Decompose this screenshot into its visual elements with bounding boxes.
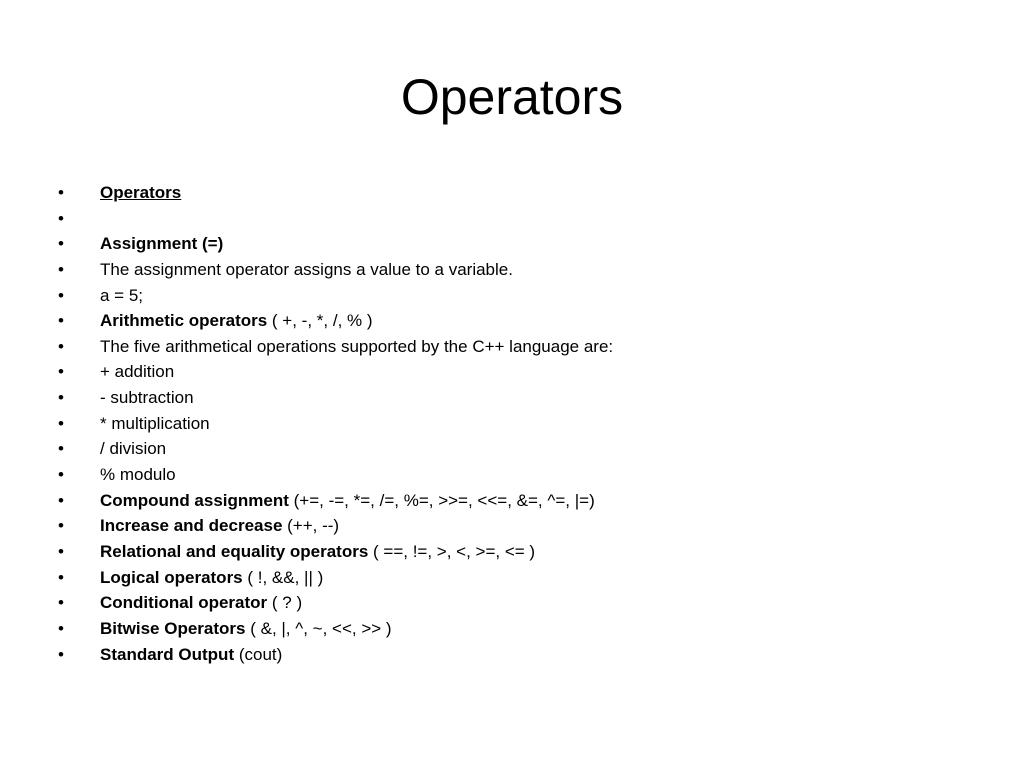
bullet-detail: The assignment operator assigns a value to a variable. <box>100 259 513 279</box>
bullet-dot-icon: • <box>58 285 64 305</box>
bullet-text <box>100 180 181 206</box>
bullet-text <box>100 590 302 616</box>
bullet-item <box>0 206 1024 232</box>
bullet-dot-icon: • <box>58 541 64 561</box>
bullet-heading: Arithmetic operators <box>100 311 268 331</box>
bullet-detail: ( ? ) <box>267 593 303 613</box>
bullet-text <box>100 513 339 539</box>
bullet-item <box>0 283 1024 309</box>
bullet-text <box>100 385 194 411</box>
bullet-text <box>100 565 323 591</box>
bullet-detail: ( &, |, ^, ~, <<, >> ) <box>245 618 392 638</box>
bullet-heading: Bitwise Operators <box>100 618 246 638</box>
bullet-text <box>100 231 223 257</box>
bullet-item <box>0 359 1024 385</box>
bullet-detail: a = 5; <box>100 285 144 305</box>
bullet-text <box>100 359 174 385</box>
bullet-dot-icon: • <box>58 618 64 638</box>
bullet-item <box>0 257 1024 283</box>
bullet-text <box>100 462 176 488</box>
bullet-detail: (cout) <box>234 644 283 664</box>
bullet-list <box>0 180 1024 667</box>
bullet-dot-icon: • <box>58 234 64 254</box>
bullet-dot-icon: • <box>58 413 64 433</box>
bullet-item <box>0 180 1024 206</box>
bullet-detail: % modulo <box>100 465 176 485</box>
bullet-dot-icon: • <box>58 465 64 485</box>
bullet-item <box>0 308 1024 334</box>
bullet-dot-icon: • <box>58 567 64 587</box>
bullet-dot-icon: • <box>58 593 64 613</box>
bullet-text <box>100 616 392 642</box>
bullet-item <box>0 616 1024 642</box>
bullet-detail: + addition <box>100 362 175 382</box>
bullet-dot-icon: • <box>58 388 64 408</box>
bullet-item <box>0 590 1024 616</box>
bullet-dot-icon: • <box>58 644 64 664</box>
bullet-detail: (+=, -=, *=, /=, %=, >>=, <<=, &=, ^=, |=) <box>288 490 595 510</box>
bullet-heading: Increase and decrease <box>100 516 283 536</box>
bullet-item <box>0 334 1024 360</box>
bullet-detail: ( !, &&, || ) <box>242 567 324 587</box>
bullet-dot-icon: • <box>58 336 64 356</box>
bullet-dot-icon: • <box>58 516 64 536</box>
bullet-detail: / division <box>100 439 167 459</box>
bullet-heading: Operators <box>100 183 182 202</box>
bullet-detail: The five arithmetical operations supported by the C++ language are: <box>100 336 614 356</box>
bullet-heading: Assignment (=) <box>100 234 224 254</box>
bullet-heading: Conditional operator <box>100 593 268 613</box>
bullet-item <box>0 539 1024 565</box>
bullet-item <box>0 513 1024 539</box>
bullet-dot-icon: • <box>58 439 64 459</box>
bullet-text <box>100 488 595 514</box>
bullet-dot-icon: • <box>58 208 64 228</box>
bullet-text <box>100 539 535 565</box>
bullet-detail: ( +, -, *, /, % ) <box>267 311 373 331</box>
bullet-dot-icon: • <box>58 490 64 510</box>
bullet-detail: - subtraction <box>100 388 194 408</box>
bullet-heading: Logical operators <box>100 567 243 587</box>
bullet-text <box>100 308 373 334</box>
bullet-text <box>100 436 166 462</box>
bullet-item <box>0 565 1024 591</box>
bullet-item <box>0 488 1024 514</box>
bullet-text <box>100 334 613 360</box>
bullet-text <box>100 411 210 437</box>
bullet-text <box>100 257 513 283</box>
bullet-heading: Compound assignment <box>100 490 289 510</box>
bullet-item <box>0 385 1024 411</box>
bullet-dot-icon: • <box>58 362 64 382</box>
bullet-item <box>0 436 1024 462</box>
bullet-item <box>0 462 1024 488</box>
slide-title: Operators <box>400 69 624 125</box>
bullet-text <box>100 642 282 668</box>
bullet-item <box>0 231 1024 257</box>
bullet-text <box>100 283 143 309</box>
bullet-detail: (++, --) <box>282 516 340 536</box>
bullet-heading: Relational and equality operators <box>100 541 369 561</box>
bullet-detail: * multiplication <box>100 413 210 433</box>
bullet-dot-icon: • <box>58 259 64 279</box>
bullet-item <box>0 411 1024 437</box>
bullet-detail: ( ==, !=, >, <, >=, <= ) <box>368 541 536 561</box>
bullet-dot-icon: • <box>58 311 64 331</box>
bullet-dot-icon: • <box>58 183 64 202</box>
bullet-heading: Standard Output <box>100 644 235 664</box>
bullet-item <box>0 642 1024 668</box>
